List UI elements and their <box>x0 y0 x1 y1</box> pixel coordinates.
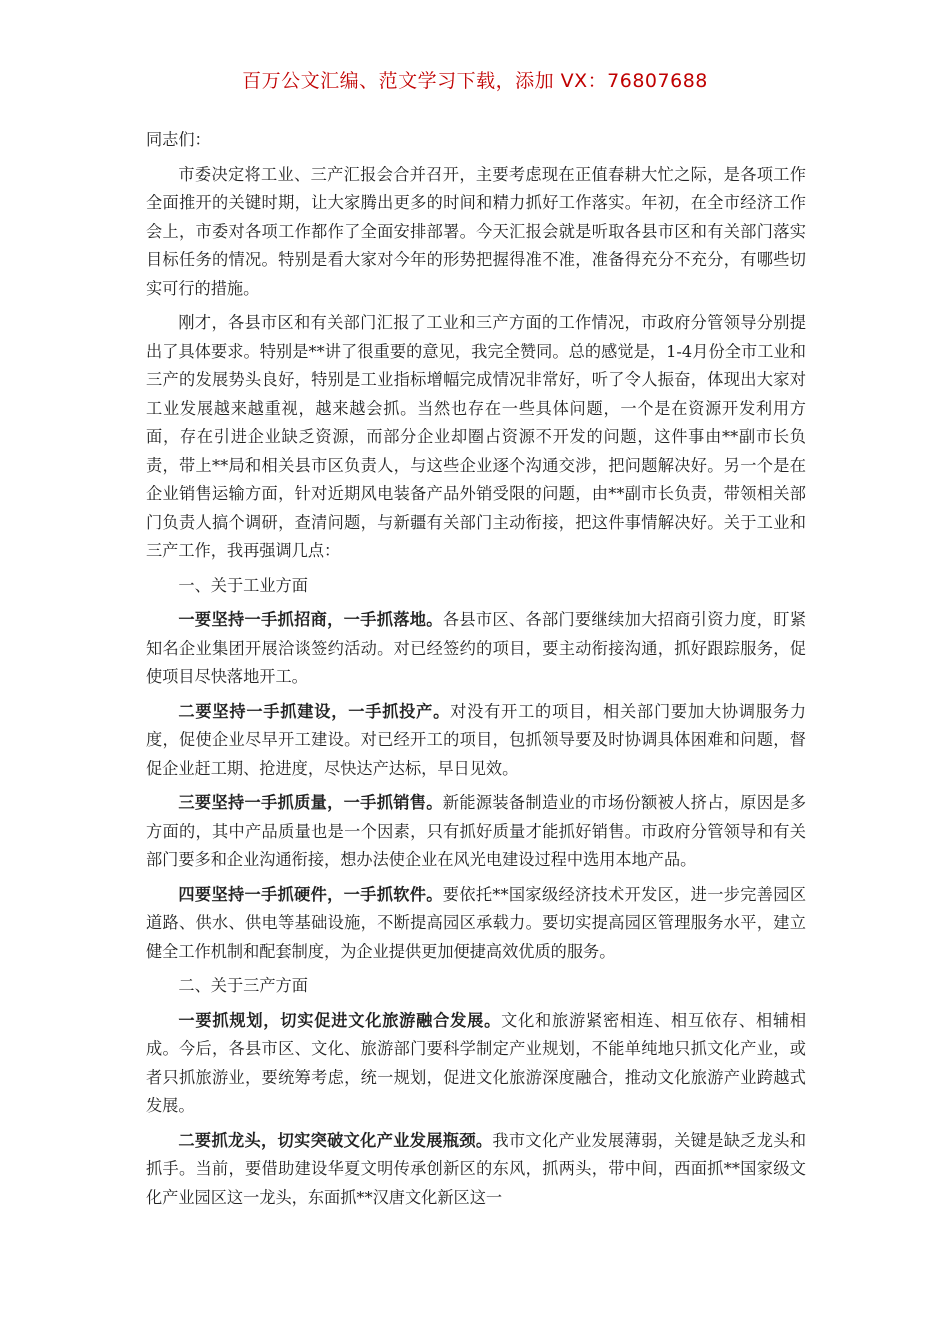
paragraph-tertiary-2 <box>146 1127 806 1213</box>
paragraph-text: 各县市区、各部门要继续加大招商引资力度，盯紧知名企业集团开展洽谈签约活动。对已经签约的项目，要主动衔接沟通，抓好跟踪服务，促使项目尽快落地开工。 <box>146 610 807 686</box>
section-heading-industry: 一、关于工业方面 <box>178 575 308 595</box>
paragraph-text: 新能源装备制造业的市场份额被人挤占，原因是多方面的，其中产品质量也是一个因素，只有抓好质量才能抓好销售。市政府分管领导和有关部门要多和企业沟通衔接，想办法使企业在风光电建设过程中选用本地产品。 <box>146 793 807 869</box>
paragraph-industry-2 <box>146 698 806 784</box>
paragraph-industry-3 <box>146 789 806 875</box>
section-heading-tertiary: 二、关于三产方面 <box>178 976 308 995</box>
paragraph-summary: 刚才，各县市区和有关部门汇报了工业和三产方面的工作情况，市政府分管领导分别提出了具体要求。特别是**讲了很重要的意见，我完全赞同。总的感觉是，1-4月份全市工业和三产的发展势头良好，特别是工业指标增幅完成情况非常好，听了令人振奋，体现出大家对工业发展越来越重视，越来越会抓。当然也存在一些具体问题，一个是在资源开发利用方面，存在引进企业缺乏资源，而部分企业却圈占资源不开发的问题，这件事由**副市长负责，带上**局和相关县市区负责人，与这些企业逐个沟通交涉，把问题解决好。另一个是在企业销售运输方面，针对近期风电装备产品外销受限的问题，由**副市长负责，带领相关部门负责人搞个调研，查清问题，与新疆有关部门主动衔接，把这件事情解决好。关于工业和三产工作，我再强调几点： <box>146 313 806 560</box>
document-body <box>146 126 806 1218</box>
header-watermark: 百万公文汇编、范文学习下载，添加 VX：76807688 <box>242 70 708 92</box>
paragraph-intro: 市委决定将工业、三产汇报会合并召开，主要考虑现在正值春耕大忙之际，是各项工作全面推开的关键时期，让大家腾出更多的时间和精力抓好工作落实。年初，在全市经济工作会上，市委对各项工作都作了全面安排部署。今天汇报会就是听取各县市区和有关部门落实目标任务的情况。特别是看大家对今年的形势把握得准不准，准备得充分不充分，有哪些切实可行的措施。 <box>146 164 806 298</box>
paragraph-industry-1 <box>146 606 806 692</box>
paragraph-lead: 四要坚持一手抓硬件，一手抓软件。 <box>178 884 443 904</box>
paragraph-lead: 二要抓龙头，切实突破文化产业发展瓶颈。 <box>178 1130 493 1150</box>
paragraph-text: 文化和旅游紧密相连、相互依存、相辅相成。今后，各县市区、文化、旅游部门要科学制定产业规划，不能单纯地只抓文化产业，或者只抓旅游业，要统筹考虑，统一规划，促进文化旅游深度融合，推动文化旅游产业跨越式发展。 <box>146 1010 807 1115</box>
paragraph-lead: 三要坚持一手抓质量，一手抓销售。 <box>178 793 443 812</box>
paragraph-lead: 一要坚持一手抓招商，一手抓落地。 <box>178 610 443 629</box>
paragraph-lead: 二要坚持一手抓建设，一手抓投产。 <box>178 701 451 721</box>
paragraph-lead: 一要抓规划，切实促进文化旅游融合发展。 <box>178 1010 502 1030</box>
paragraph-industry-4 <box>146 881 806 967</box>
paragraph-text: 要依托**国家级经济技术开发区，进一步完善园区道路、供水、供电等基础设施，不断提高园区承载力。要切实提高园区管理服务水平，建立健全工作机制和配套制度，为企业提供更加便捷高效优质的服务。 <box>146 884 807 961</box>
salutation: 同志们： <box>146 130 211 149</box>
paragraph-tertiary-1 <box>146 1007 806 1121</box>
paragraph-text: 对没有开工的项目，相关部门要加大协调服务力度，促使企业尽早开工建设。对已经开工的项目，包抓领导要及时协调具体困难和问题，督促企业赶工期、抢进度，尽快达产达标，早日见效。 <box>146 701 807 778</box>
paragraph-text: 我市文化产业发展薄弱，关键是缺乏龙头和抓手。当前，要借助建设华夏文明传承创新区的东风，抓两头，带中间，西面抓**国家级文化产业园区这一龙头，东面抓**汉唐文化新区这一 <box>146 1130 807 1207</box>
